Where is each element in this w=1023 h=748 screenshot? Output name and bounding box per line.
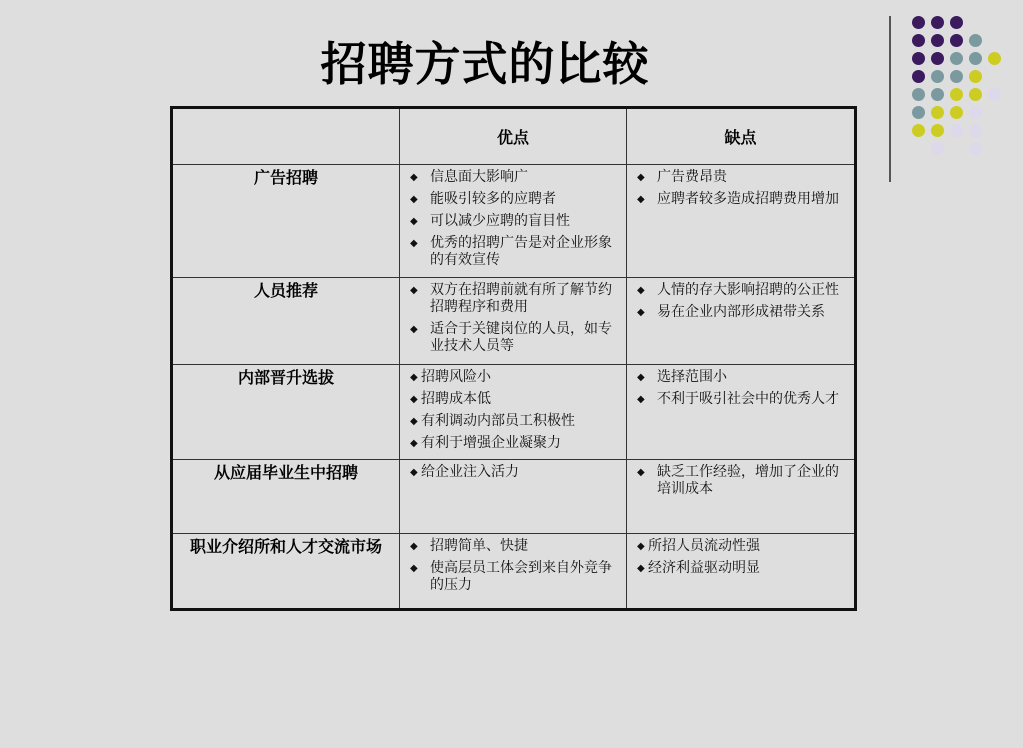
list-item (410, 464, 618, 481)
decorative-dot (950, 88, 963, 101)
cons-cell (627, 365, 856, 460)
table-row (172, 365, 856, 460)
pros-cell (400, 534, 627, 610)
list-item (637, 169, 846, 186)
decorative-dot (931, 70, 944, 83)
list-item (410, 369, 618, 386)
list-item-text: 选择范围小 (657, 369, 727, 385)
decorative-dot (912, 70, 925, 83)
list-item (410, 435, 618, 452)
decorative-dot (912, 34, 925, 47)
list-item (410, 282, 618, 316)
row-label: 从应届毕业生中招聘 (172, 460, 400, 534)
decorative-dot (969, 52, 982, 65)
list-item-text: 缺乏工作经验，增加了企业的培训成本 (657, 464, 839, 497)
decorative-dot (988, 52, 1001, 65)
decorative-dot (931, 52, 944, 65)
row-label: 职业介绍所和人才交流市场 (172, 534, 400, 610)
list-item-text: 可以减少应聘的盲目性 (430, 213, 570, 229)
pros-cell (400, 365, 627, 460)
row-label: 内部晋升选拔 (172, 365, 400, 460)
cons-cell (627, 165, 856, 278)
diamond-bullet-icon: ◆ (637, 372, 645, 383)
diamond-bullet-icon: ◆ (410, 194, 418, 205)
list-item-text: 能吸引较多的应聘者 (430, 191, 556, 207)
decorative-dot (950, 70, 963, 83)
list-item (637, 304, 846, 321)
decorative-dot (931, 124, 944, 137)
list-item (410, 413, 618, 430)
cons-cell (627, 534, 856, 610)
list-item-text: 优秀的招聘广告是对企业形象的有效宣传 (430, 235, 612, 268)
list-item (410, 560, 618, 594)
decorative-dot (950, 106, 963, 119)
list-item-text: 招聘风险小 (421, 369, 491, 385)
decorative-dot (969, 124, 982, 137)
list-item (410, 321, 618, 355)
diamond-bullet-icon: ◆ (637, 194, 645, 205)
diamond-bullet-icon: ◆ (410, 324, 418, 335)
table-row (172, 165, 856, 278)
diamond-bullet-icon: ◆ (637, 285, 645, 296)
diamond-bullet-icon: ◆ (410, 541, 418, 552)
list-item (637, 391, 846, 408)
table-row (172, 278, 856, 365)
decorative-dot (950, 52, 963, 65)
diamond-bullet-icon: ◆ (637, 467, 645, 478)
list-item-text: 人情的存大影响招聘的公正性 (657, 282, 839, 298)
row-label: 广告招聘 (172, 165, 400, 278)
list-item-text: 招聘简单、快捷 (430, 538, 528, 554)
list-item-text: 不利于吸引社会中的优秀人才 (657, 391, 839, 407)
list-item-text: 有利于增强企业凝聚力 (421, 435, 561, 451)
list-item (410, 538, 618, 555)
diamond-bullet-icon: ◆ (410, 238, 418, 249)
decorative-dot (950, 16, 963, 29)
list-item (637, 369, 846, 386)
list-item-text: 给企业注入活力 (421, 464, 519, 480)
list-item (637, 464, 846, 498)
decorative-dot (912, 16, 925, 29)
decorative-dot (969, 88, 982, 101)
diamond-bullet-icon: ◆ (410, 216, 418, 227)
decorative-dot (912, 124, 925, 137)
diamond-bullet-icon: ◆ (410, 394, 418, 405)
header-cons: 缺点 (627, 108, 856, 165)
pros-cell (400, 460, 627, 534)
list-item-text: 适合于关键岗位的人员，如专业技术人员等 (430, 321, 612, 354)
diamond-bullet-icon: ◆ (637, 563, 645, 574)
list-item (410, 235, 618, 269)
table-row (172, 460, 856, 534)
diamond-bullet-icon: ◆ (410, 285, 418, 296)
diamond-bullet-icon: ◆ (637, 541, 645, 552)
cons-cell (627, 460, 856, 534)
decorative-dot (950, 124, 963, 137)
decorative-dot (912, 106, 925, 119)
row-label: 人员推荐 (172, 278, 400, 365)
list-item (637, 538, 846, 555)
decorative-dot (969, 106, 982, 119)
decorative-dot (912, 88, 925, 101)
list-item-text: 广告费昂贵 (657, 169, 727, 185)
diamond-bullet-icon: ◆ (410, 467, 418, 478)
decorative-dot (931, 142, 944, 155)
list-item-text: 使高层员工体会到来自外竞争的压力 (430, 560, 612, 593)
list-item-text: 易在企业内部形成裙带关系 (657, 304, 825, 320)
decorative-dot (988, 88, 1001, 101)
list-item-text: 所招人员流动性强 (648, 538, 760, 554)
list-item-text: 信息面大影响广 (430, 169, 528, 185)
decorative-dot (931, 88, 944, 101)
diamond-bullet-icon: ◆ (410, 172, 418, 183)
decorative-dot (931, 106, 944, 119)
list-item (410, 191, 618, 208)
list-item (637, 560, 846, 577)
decorative-dot (912, 52, 925, 65)
diamond-bullet-icon: ◆ (637, 394, 645, 405)
list-item-text: 应聘者较多造成招聘费用增加 (657, 191, 839, 207)
list-item (410, 213, 618, 230)
list-item (637, 282, 846, 299)
table-header-row (172, 108, 856, 165)
page-title: 招聘方式的比较 (320, 37, 650, 91)
pros-cell (400, 165, 627, 278)
decorative-dot (950, 34, 963, 47)
header-empty (172, 108, 400, 165)
list-item (637, 191, 846, 208)
decorative-dot (969, 34, 982, 47)
divider-line (889, 16, 891, 182)
decorative-dot (969, 142, 982, 155)
decorative-dot (969, 70, 982, 83)
diamond-bullet-icon: ◆ (637, 172, 645, 183)
pros-cell (400, 278, 627, 365)
diamond-bullet-icon: ◆ (637, 307, 645, 318)
table-row (172, 534, 856, 610)
header-pros: 优点 (400, 108, 627, 165)
decorative-dot (931, 16, 944, 29)
list-item (410, 391, 618, 408)
diamond-bullet-icon: ◆ (410, 563, 418, 574)
list-item (410, 169, 618, 186)
diamond-bullet-icon: ◆ (410, 416, 418, 427)
cons-cell (627, 278, 856, 365)
comparison-table (170, 106, 857, 611)
list-item-text: 有利调动内部员工积极性 (421, 413, 575, 429)
list-item-text: 招聘成本低 (421, 391, 491, 407)
diamond-bullet-icon: ◆ (410, 372, 418, 383)
decorative-dot (931, 34, 944, 47)
list-item-text: 经济利益驱动明显 (648, 560, 760, 576)
list-item-text: 双方在招聘前就有所了解节约招聘程序和费用 (430, 282, 612, 315)
diamond-bullet-icon: ◆ (410, 438, 418, 449)
